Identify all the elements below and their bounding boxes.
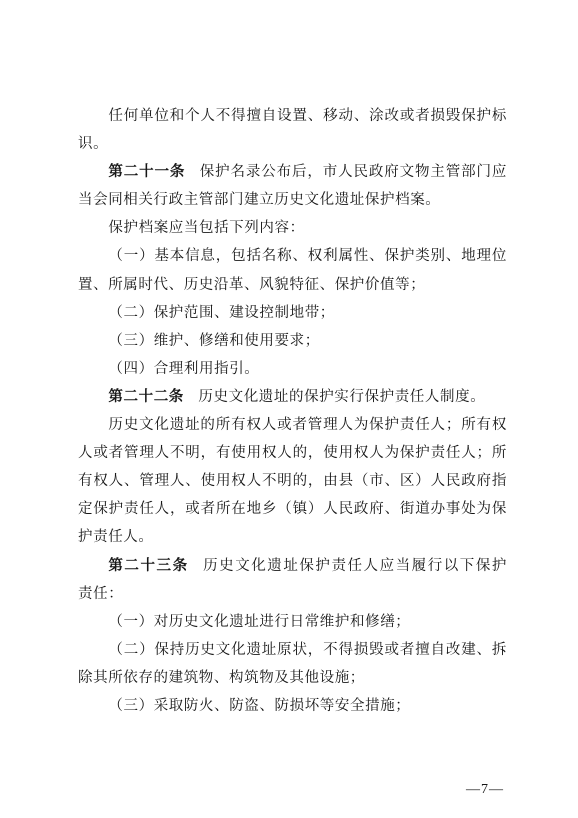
article-22-first-line bbox=[78, 383, 507, 411]
article-22-paragraph-line: 有权人、管理人、使用权人不明的，由县（市、区）人民政府指 bbox=[78, 473, 507, 490]
article-22-paragraph-line: 护责任人。 bbox=[78, 529, 154, 546]
article-21-list-item-line: 置、所属时代、历史沿革、风貌特征、保护价值等； bbox=[78, 276, 426, 293]
article-23-list-item-line: 除其所依存的建筑物、构筑物及其他设施； bbox=[78, 669, 365, 686]
article-23-text: 历史文化遗址保护责任人应当履行以下保护 bbox=[203, 557, 507, 574]
continuation-line: 任何单位和个人不得擅自设置、移动、涂改或者损毁保护标 bbox=[108, 108, 507, 124]
article-21-list-item-line: （三）维护、修缮和使用要求； bbox=[108, 332, 320, 349]
article-21-number: 第二十一条 bbox=[108, 163, 186, 181]
article-23-line: 责任： bbox=[78, 585, 124, 602]
article-23-number: 第二十三条 bbox=[108, 556, 189, 574]
article-21-text: 保护名录公布后，市人民政府文物主管部门应 bbox=[199, 164, 507, 181]
article-21-line: 当会同相关行政主管部门建立历史文化遗址保护档案。 bbox=[78, 192, 441, 209]
article-22-text: 历史文化遗址的保护实行保护责任人制度。 bbox=[198, 388, 486, 405]
article-23-list-item-line: （二）保持历史文化遗址原状，不得损毁或者擅自改建、拆 bbox=[108, 641, 507, 658]
article-22-number: 第二十二条 bbox=[108, 387, 184, 405]
document-body bbox=[78, 102, 507, 720]
article-23-first-line bbox=[78, 552, 507, 580]
article-21-first-line bbox=[78, 158, 507, 186]
page-number: —7— bbox=[466, 782, 504, 797]
article-21-list-item-line: （二）保护范围、建设控制地带； bbox=[108, 304, 335, 321]
article-23-list-item-line: （三）采取防火、防盗、防损坏等安全措施； bbox=[108, 697, 411, 714]
article-22-paragraph-line: 定保护责任人，或者所在地乡（镇）人民政府、街道办事处为保 bbox=[78, 501, 507, 518]
article-23-list-item-line: （一）对历史文化遗址进行日常维护和修缮； bbox=[108, 613, 411, 630]
article-22-paragraph-line: 历史文化遗址的所有权人或者管理人为保护责任人；所有权 bbox=[108, 417, 507, 434]
article-21-list-item-line: （四）合理利用指引。 bbox=[108, 360, 260, 377]
article-22-paragraph-line: 人或者管理人不明，有使用权人的，使用权人为保护责任人；所 bbox=[78, 445, 507, 462]
article-21-list-intro: 保护档案应当包括下列内容： bbox=[108, 220, 305, 237]
article-21-list-item-line: （一）基本信息，包括名称、权利属性、保护类别、地理位 bbox=[108, 248, 507, 265]
continuation-line: 识。 bbox=[78, 136, 109, 153]
